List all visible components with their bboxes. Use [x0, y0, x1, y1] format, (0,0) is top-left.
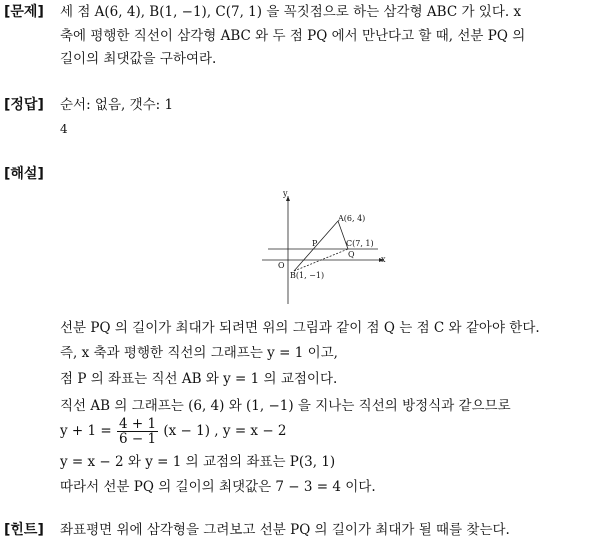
answer-info: 순서: 없음, 갯수: 1: [60, 97, 174, 113]
hint-text: 좌표평면 위에 삼각형을 그려보고 선분 PQ 의 길이가 최대가 될 때를 찾는다.: [60, 522, 510, 538]
problem-text-line-1: 세 점 A(6, 4), B(1, −1), C(7, 1) 을 꼭짓점으로 하는 삼각형 ABC 가 있다. x: [60, 4, 522, 20]
point-b-label: B(1, −1): [290, 271, 325, 280]
solution-line-4: 직선 AB 의 그래프는 (6, 4) 와 (1, −1) 을 지나는 직선의 방정식과 같으므로: [60, 398, 511, 414]
triangle-figure: [258, 188, 390, 306]
answer-value: 4: [60, 122, 68, 136]
point-c-label: C(7, 1): [346, 239, 374, 248]
answer-label: [정답]: [4, 97, 44, 113]
point-q-label: Q: [348, 250, 355, 259]
solution-line-3: 점 P 의 좌표는 직선 AB 와 y = 1 의 교점이다.: [60, 371, 338, 387]
problem-text-line-3: 길이의 최댓값을 구하여라.: [60, 51, 217, 67]
equation-lhs: y + 1 =: [60, 423, 112, 440]
solution-line-2: 즉, x 축과 평행한 직선의 그래프는 y = 1 이고,: [60, 345, 338, 361]
solution-equation: [60, 417, 287, 446]
solution-line-1: 선분 PQ 의 길이가 최대가 되려면 위의 그림과 같이 점 Q 는 점 C 와 같아야 한다.: [60, 320, 540, 336]
problem-text-line-2: 축에 평행한 직선이 삼각형 ABC 와 두 점 PQ 에서 만난다고 할 때, 선분 PQ 의: [60, 28, 526, 44]
x-axis-label: x: [381, 255, 386, 264]
solution-line-6: y = x − 2 와 y = 1 의 교점의 좌표는 P(3, 1): [60, 454, 336, 470]
fraction-numerator: 4 + 1: [119, 416, 157, 432]
origin-label: O: [278, 261, 285, 270]
problem-label: [문제]: [4, 4, 44, 20]
equation-rhs: (x − 1) , y = x − 2: [163, 423, 287, 440]
slope-fraction: [117, 417, 158, 446]
hint-label: [힌트]: [4, 522, 44, 538]
solution-label: [해설]: [4, 166, 44, 182]
point-a-label: A(6, 4): [338, 214, 366, 223]
point-p-label: P: [312, 239, 318, 248]
y-axis-label: y: [283, 189, 288, 198]
fraction-denominator: 6 − 1: [119, 431, 157, 448]
solution-line-7: 따라서 선분 PQ 의 길이의 최댓값은 7 − 3 = 4 이다.: [60, 479, 376, 495]
